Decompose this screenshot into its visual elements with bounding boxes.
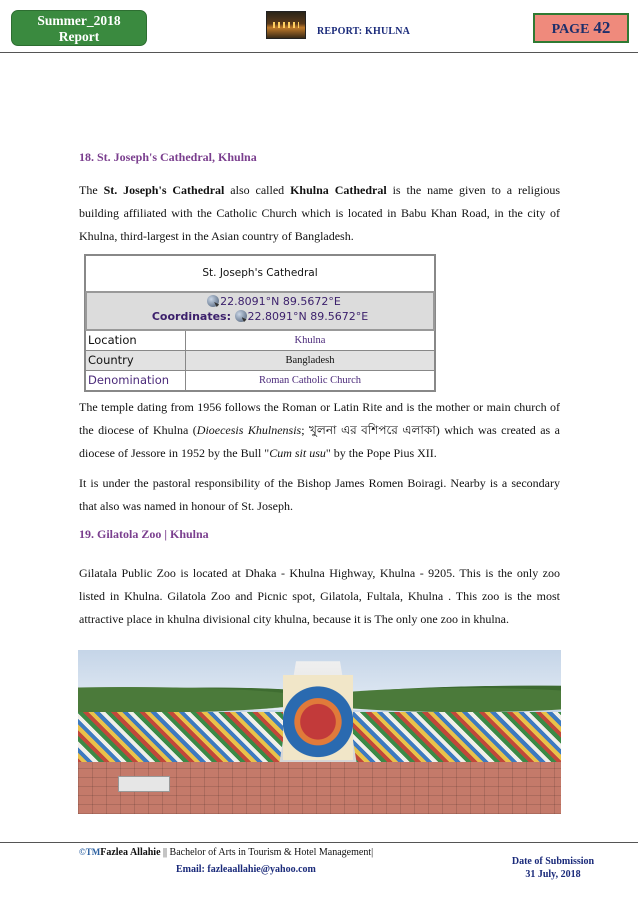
- cathedral-name: St. Joseph's Cathedral: [103, 183, 225, 197]
- cathedral-alt-name: Khulna Cathedral: [290, 183, 387, 197]
- report-title: REPORT: KHULNA: [317, 26, 411, 37]
- cathedral-history-paragraph: [79, 396, 560, 465]
- globe-icon: [207, 295, 219, 307]
- zoo-photo: [78, 650, 561, 814]
- text-run: The temple dating from 1956 follows the Roman or Latin Rite and is the mother or main church of the diocese of Khulna (: [79, 400, 560, 437]
- header-divider: [0, 52, 638, 53]
- globe-icon: [235, 310, 247, 322]
- row-value: Bangladesh: [285, 355, 335, 366]
- date-label: Date of Submission: [511, 856, 595, 867]
- zoo-paragraph: Gilatala Public Zoo is located at Dhaka - Khulna Highway, Khulna - 9205. This is the only zoo listed in Khulna. Gilatola Zoo and Picnic spot, Gilatola, Fultala, Khulna . This zoo is the most attractive place in khulna divisional city khulna, because it is The only one zoo in khulna.: [79, 566, 560, 626]
- latin-name: Dioecesis Khulnensis: [196, 423, 302, 437]
- infobox-row-location: [85, 331, 435, 351]
- infobox-row-denomination: [85, 371, 435, 391]
- text-run: also called: [224, 183, 291, 197]
- section-heading: 18. St. Joseph's Cathedral, Khulna: [79, 150, 257, 164]
- infobox-row-country: [85, 351, 435, 371]
- program-name: || Bachelor of Arts in Tourism & Hotel Management|: [160, 847, 374, 858]
- date-value: 31 July, 2018: [525, 869, 581, 880]
- text-run: " by the Pope Pius XII.: [325, 446, 437, 460]
- badge-line-1: Summer_2018: [37, 13, 121, 28]
- cathedral-intro-paragraph: [79, 179, 560, 248]
- section-heading: 19. Gilatola Zoo | Khulna: [79, 527, 209, 541]
- page-label: PAGE: [551, 22, 590, 37]
- page-number-badge: [533, 13, 629, 43]
- text-run: The: [79, 183, 104, 197]
- papal-bull-name: Cum sit usu: [269, 446, 326, 460]
- cathedral-infobox: [84, 254, 436, 392]
- row-value-link[interactable]: Roman Catholic Church: [258, 375, 362, 386]
- footer-divider: [0, 842, 638, 843]
- footer-email: Email: fazleaallahie@yahoo.com: [176, 864, 316, 875]
- infobox-title: St. Joseph's Cathedral: [85, 255, 435, 291]
- row-value-link[interactable]: Khulna: [294, 335, 326, 346]
- page-number: 42: [593, 18, 611, 37]
- row-key: Country: [86, 351, 186, 370]
- report-season-badge: [11, 10, 147, 46]
- submission-date: [493, 855, 613, 881]
- footer-author-line: [79, 847, 373, 858]
- coordinates-row: [87, 308, 433, 323]
- section-18: [79, 150, 560, 165]
- author-name: Fazlea Allahie: [100, 847, 161, 858]
- photo-mural: [283, 675, 353, 760]
- coord-label: Coordinates:: [151, 310, 232, 323]
- photo-bench: [118, 776, 170, 792]
- text-run: is the name given to a religious building affiliated with the Catholic Church which is located in Babu Khan Road, in the city of Khulna, third-largest in the Asian country of Bangladesh.: [79, 183, 560, 243]
- cathedral-bishop-paragraph: It is under the pastoral responsibility of the Bishop James Romen Boiragi. Nearby is a secondary that also was named in honour of St. Joseph.: [79, 476, 560, 513]
- row-key: Denomination: [86, 371, 186, 390]
- trademark-mark: ©TM: [79, 847, 101, 857]
- badge-line-2: Report: [58, 29, 100, 44]
- coordinates-link[interactable]: [87, 293, 433, 308]
- text-run: ; খুলনা এর বশিপরে এলাকা) which was created as a diocese of Jessore in 1952 by the Bull ": [79, 423, 560, 460]
- row-key: Location: [86, 331, 186, 350]
- header-thumbnail-image: [266, 11, 306, 39]
- infobox-coordinates: [85, 291, 435, 331]
- coord-value: 22.8091°N 89.5672°E: [220, 295, 341, 308]
- coordinates-link[interactable]: [235, 310, 369, 323]
- coord-value: 22.8091°N 89.5672°E: [247, 310, 369, 323]
